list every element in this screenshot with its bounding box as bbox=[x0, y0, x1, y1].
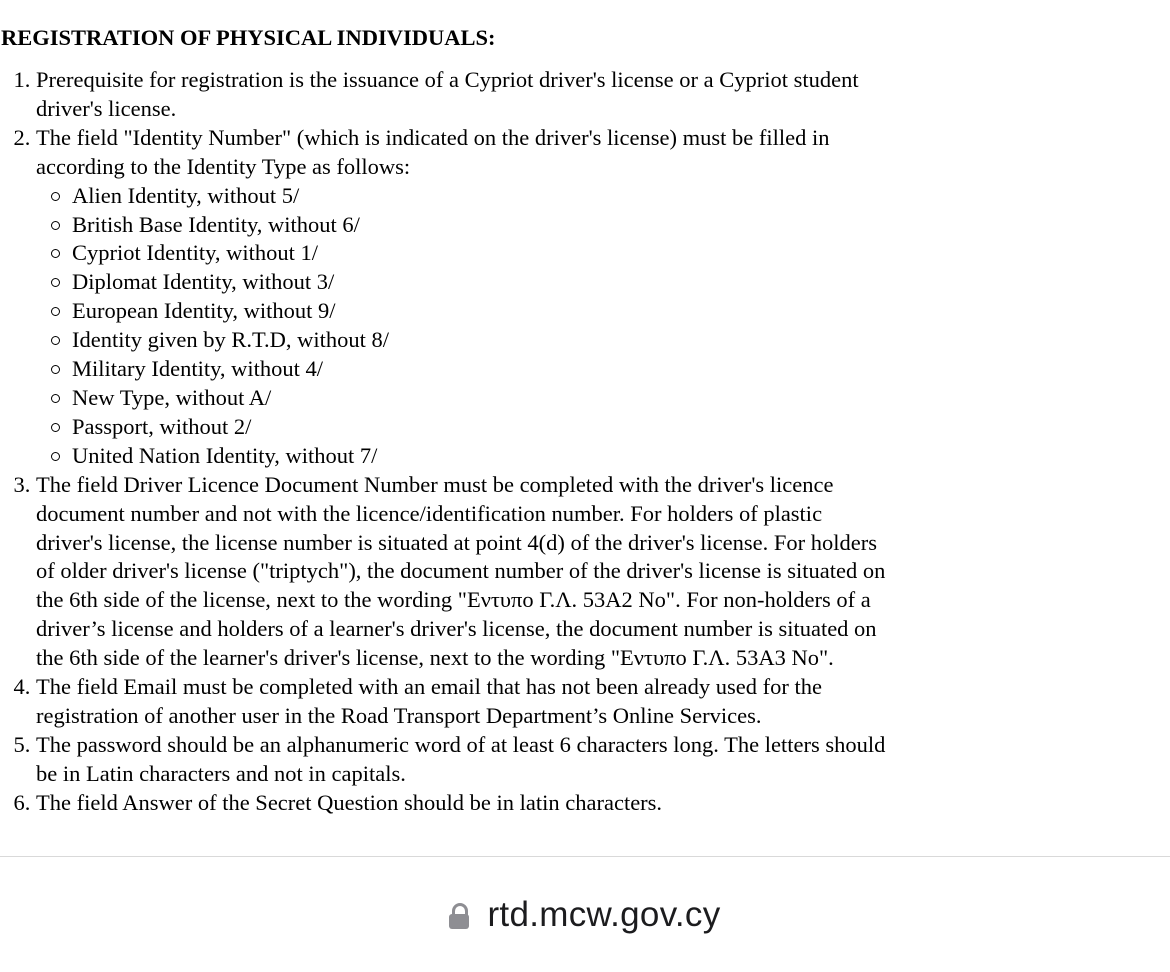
page-heading: REGISTRATION OF PHYSICAL INDIVIDUALS: bbox=[1, 25, 496, 50]
rule-text: The field "Identity Number" (which is indicated on the driver's license) must be filled in according to the Identity Type as follows: bbox=[36, 124, 830, 179]
identity-type-item: New Type, without A/ bbox=[72, 384, 886, 413]
rule-item-2 bbox=[36, 124, 886, 471]
identity-type-item: Alien Identity, without 5/ bbox=[72, 182, 886, 211]
browser-address-bar[interactable] bbox=[0, 890, 1170, 940]
toolbar-divider bbox=[0, 856, 1170, 857]
url-text[interactable]: rtd.mcw.gov.cy bbox=[487, 895, 721, 934]
rule-item-3 bbox=[36, 471, 886, 673]
identity-type-item: Passport, without 2/ bbox=[72, 413, 886, 442]
identity-type-item: Diplomat Identity, without 3/ bbox=[72, 268, 886, 297]
rule-item-4 bbox=[36, 673, 886, 731]
identity-type-item: European Identity, without 9/ bbox=[72, 297, 886, 326]
registration-rules-list bbox=[0, 66, 886, 818]
identity-type-item: United Nation Identity, without 7/ bbox=[72, 442, 886, 471]
rule-item-1 bbox=[36, 66, 886, 124]
rule-text: The field Email must be completed with an email that has not been already used for the registration of another user in the Road Transport Department’s Online Services. bbox=[36, 674, 822, 728]
identity-type-item: British Base Identity, without 6/ bbox=[72, 211, 886, 240]
rule-text: The password should be an alphanumeric word of at least 6 characters long. The letters should be in Latin characters and not in capitals. bbox=[36, 731, 886, 786]
lock-icon bbox=[449, 903, 469, 929]
rule-text: The field Answer of the Secret Question should be in latin characters. bbox=[36, 789, 663, 815]
rule-text: The field Driver Licence Document Number must be completed with the driver's licence document number and not with the licence/identification number. For holders of plastic driver's license, the license number is situated at point 4(d) of the driver's license. For holders of older driver's license ("triptych"), the document number of the driver's license is situated on the 6th side of the license, next to the wording "Εντυπο Γ.Λ. 53Α2 Νο". For non-holders of a driver’s license and holders of a learner's driver's license, the document number is situated on the 6th side of the learner's driver's license, next to the wording "Εντυπο Γ.Λ. 53Α3 Νο". bbox=[36, 471, 886, 671]
rule-text: Prerequisite for registration is the issuance of a Cypriot driver's license or a Cypriot student driver's license. bbox=[36, 67, 859, 121]
rule-item-6 bbox=[36, 789, 886, 818]
identity-type-item: Military Identity, without 4/ bbox=[72, 355, 886, 384]
identity-type-list bbox=[36, 182, 886, 471]
identity-type-item: Cypriot Identity, without 1/ bbox=[72, 239, 886, 268]
rule-item-5 bbox=[36, 731, 886, 789]
identity-type-item: Identity given by R.T.D, without 8/ bbox=[72, 326, 886, 355]
address-bar-content[interactable] bbox=[449, 895, 720, 935]
